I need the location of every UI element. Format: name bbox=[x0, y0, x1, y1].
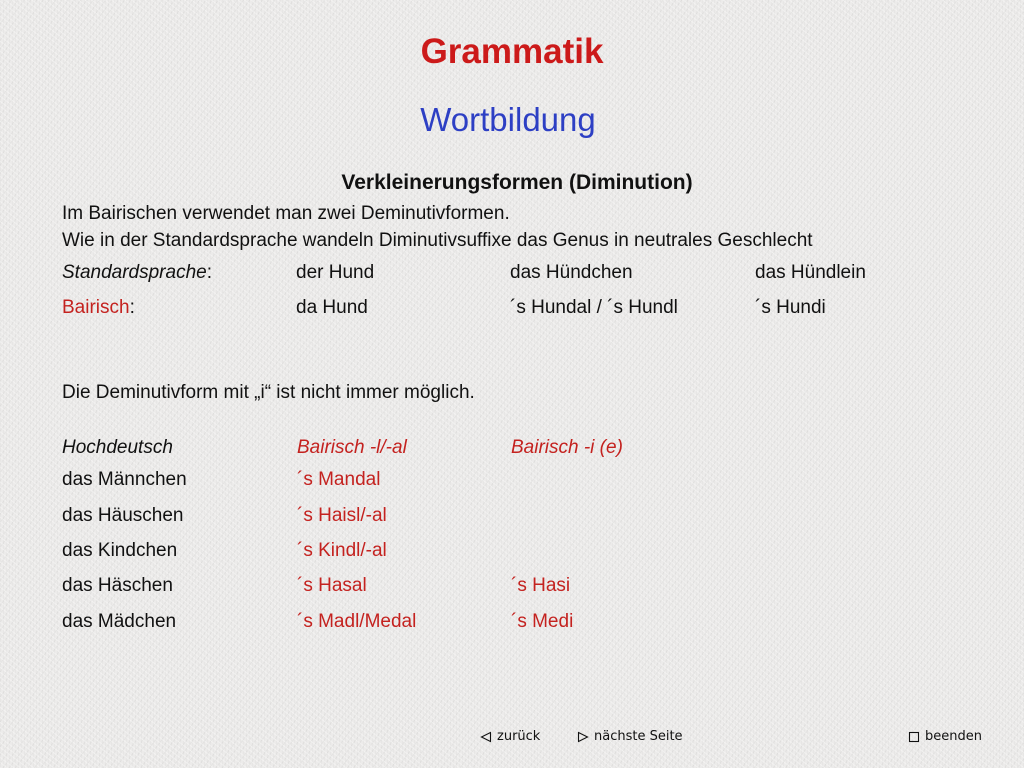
next-page-button[interactable] bbox=[577, 729, 683, 744]
table-cell: ´s Kindl/-al bbox=[297, 540, 387, 561]
page-title: Grammatik bbox=[420, 32, 604, 71]
table-cell: ´s Medi bbox=[511, 611, 574, 632]
triangle-right-icon bbox=[577, 731, 589, 743]
table-cell: ´s Mandal bbox=[297, 469, 381, 490]
table-cell: ´s Hasi bbox=[511, 575, 571, 596]
section-heading: Verkleinerungsformen (Diminution) bbox=[341, 171, 693, 194]
table-cell: ´s Haisl/-al bbox=[297, 505, 387, 526]
bavarian-label: Bairisch bbox=[62, 297, 130, 318]
table-cell: das Häuschen bbox=[62, 505, 184, 526]
table-cell: das Kindchen bbox=[62, 540, 178, 561]
table-cell: das Häschen bbox=[62, 575, 173, 596]
intro-line-2: Wie in der Standardsprache wandeln Diminutivsuffixe das Genus in neutrales Geschlecht bbox=[62, 230, 813, 251]
quit-button[interactable] bbox=[908, 729, 982, 744]
standard-form-1: das Hündchen bbox=[510, 262, 633, 283]
table-cell: das Männchen bbox=[62, 469, 187, 490]
page-subtitle: Wortbildung bbox=[420, 101, 596, 138]
bavarian-label-group bbox=[62, 297, 135, 319]
table-header-bairisch-l: Bairisch -l/-al bbox=[297, 437, 407, 458]
next-page-label: nächste Seite bbox=[594, 729, 683, 744]
table-cell: das Mädchen bbox=[62, 611, 177, 632]
table-cell: ´s Madl/Medal bbox=[297, 611, 417, 632]
note-text: Die Deminutivform mit „i“ ist nicht immer möglich. bbox=[62, 382, 475, 403]
triangle-left-icon bbox=[480, 731, 492, 743]
intro-line-1: Im Bairischen verwendet man zwei Deminutivformen. bbox=[62, 203, 510, 224]
square-icon bbox=[908, 731, 920, 743]
table-header-bairisch-i: Bairisch -i (e) bbox=[511, 437, 623, 458]
back-button[interactable] bbox=[480, 729, 540, 744]
standard-base: der Hund bbox=[296, 262, 375, 283]
table-cell: ´s Hasal bbox=[297, 575, 367, 596]
bavarian-base: da Hund bbox=[296, 297, 368, 318]
standard-label: Standardsprache bbox=[62, 262, 207, 283]
standard-form-2: das Hündlein bbox=[755, 262, 866, 283]
bavarian-form-2: ´s Hundi bbox=[755, 297, 826, 318]
bavarian-form-1: ´s Hundal / ´s Hundl bbox=[510, 297, 678, 318]
back-label: zurück bbox=[497, 729, 541, 744]
bavarian-colon: : bbox=[129, 297, 135, 318]
standard-label-group bbox=[62, 262, 212, 284]
table-header-hochdeutsch: Hochdeutsch bbox=[62, 437, 173, 458]
standard-colon: : bbox=[206, 262, 212, 283]
quit-label: beenden bbox=[925, 729, 982, 744]
